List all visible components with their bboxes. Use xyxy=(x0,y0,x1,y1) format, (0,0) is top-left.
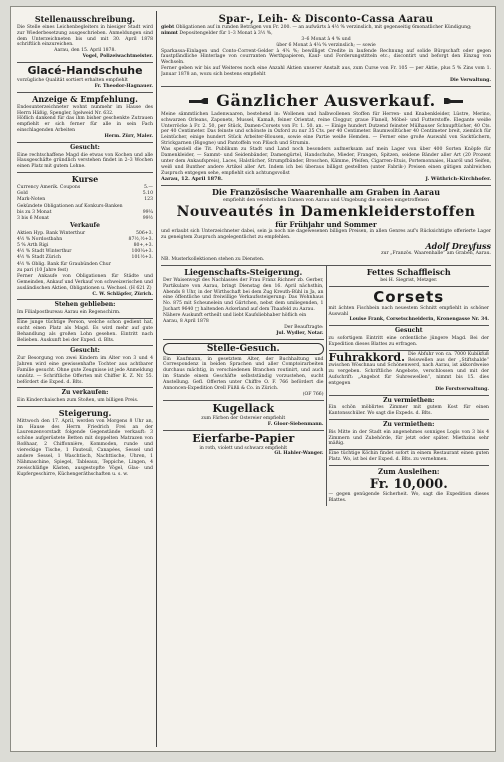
ad-body: Eine tüchtige Köchin findet sofort in einem Restaurant einen guten Platz. Wo, ist bei der Exped. d. Blts. zu vernehmen. xyxy=(328,451,489,463)
ad-corsets xyxy=(329,287,490,327)
kurse-label: Gold xyxy=(17,191,28,197)
ad-season: für Frühjahr und Sommer xyxy=(275,219,377,229)
ad-title: Liegenschafts-Steigerung. xyxy=(184,266,303,277)
ad-body: Eine junge tüchtige Person, welche schon gedient hat, sucht einen Platz als Magd. Es wird mehr auf gute Behandlung als großen Lohn gesehen. Eintritt nach Belieben. Auskunft bei der Exped. d. Blts. xyxy=(17,319,153,343)
fuhr-body-wrap xyxy=(329,352,490,387)
ad-signature-label: Der Beauftragte: xyxy=(284,324,324,330)
ad-title: Stelle-Gesuch. xyxy=(163,343,324,355)
ad-zum-ausleihen xyxy=(329,466,490,505)
kurse-label: Gekündete Obligationen auf Konkurs-Banken xyxy=(17,203,123,209)
ad-body: Meine sämmtlichen Ladenwaaren, bestehend in: Wollenen und halbwollenen Stoffen für Herren- und Knabenkleider, Lüstre, Merino, schwarzen Orleans, Zaponets, Mussel, Kamaß, feiner Orientat, reine Cloggur, graue Flanell, Möbel- und Futterstoffe. Elegante weiße Unterröcke à Fr. 2. 50, per Stück, Damen-Corsets von Fr. 1. 50. an. — Einige hundert Dutzend feinster Mülhauser Schnupftücher, 40 Cts. per 40 Centimeter. Das feinste und schönste in Oxford zu nur 35 Cts. per 40 Centimeter. Baumwolltücher 40 Centimeter breit, ziemlich für Leintücher, einige hundert Stück Arbeiter-Blousen, sowie eine Partie weiße Hemden. — Ferner eine große Auswahl von Sacktüchern, Strickgarnen (Bigogne) und Pantoffeln von Plüsch und Strumin. xyxy=(161,111,491,147)
kurse-subtitle: Verkaufe xyxy=(70,222,100,230)
right-area xyxy=(161,13,491,747)
ad-signature: Fr. Theodor-Hagnauer. xyxy=(94,84,153,90)
ad-signature: Louise Frank, Corsetschneiderin, Kronengasse Nr. 34. xyxy=(349,317,489,323)
ad-body-2: Höflich dankend für das ihm bisher geschenkte Zutrauen empfiehlt er sich ferner für alle in sein Fach einschlagenden Arbeiten xyxy=(17,116,153,134)
ad-body: Zur Besorgung von zwei Kindern im Alter von 3 und 4 Jahren wird eine gewissenhafte Tochter aus achtbarer Familie gesucht. Ohne gute Zeugnisse ist jede Anmeldung unnütz. — Schriftliche Offerten mit Chiffer K. Z. Nr. 55. befördert die Exped. d. Blts. xyxy=(17,356,153,385)
ad-body: vorzügliche Qualität sortiert erhalten empfiehlt xyxy=(17,78,128,84)
kurse-value: 101½+3. xyxy=(131,255,153,261)
ad-signature: Die Forstverwaltung. xyxy=(435,386,489,392)
ad-gesucht-magd xyxy=(17,143,153,173)
spar-nimmt: nimmt xyxy=(161,30,178,36)
kurse-label: 5 % Arth Rigi xyxy=(17,243,49,249)
ausverkauf-heading xyxy=(161,91,491,110)
ad-headline: Nouveautés in Damenkleiderstoffen xyxy=(176,203,476,220)
kurse-value: 506+3. xyxy=(135,230,153,236)
ad-body-2: Was speziell die Tit. Publikum zu Stadt und Land noch besonders aufmerksam auf mein Lager von über 400 Sorten Knöpfe für Damenkleider, — Sammt- und Seidenbänder, Damengürtel, Handschuhe, Mieder, Frangen, Spitzen, seidene Bänder aller Art (20 Prozent unter dem Ankaufspreis), Laces, Halstücher, Strumpfbänder, Broschen, Kämme, Pfeifen, Cigarren-Etuis, Portemonnaies, Haaröl und Seifen, weiß und Bunther andere Artikel aller Art. Indem ich bei überaus billigst gestellten (unter Fabrik-) Preisen einen gütigen zahlreichen Zuspruch entgegen sehe, empfiehlt sich achtungsvollst xyxy=(161,147,491,176)
kurse-label: 4½ % Stadt Winterthur xyxy=(17,249,72,255)
ad-title: Gesucht: xyxy=(70,347,100,355)
ad-signature: Gl. Hahler-Wanger. xyxy=(274,451,324,457)
kurse-value: 99½ xyxy=(142,215,153,221)
ad-signature: Vogel, Polizeiwachtmeister. xyxy=(82,54,153,60)
ad-title: Corsets xyxy=(373,287,445,306)
ad-zu-verkaufen xyxy=(17,388,153,406)
ad-body: Mittwoch den 17. April, werden von Morgens 8 Uhr an, im Hause des Herrn Friedrich Frei an der Laurenzenvorstadt folgende Gegenstände verkauft: 3 schöne aufgerüstete Betten mit doppelten Matrazen von Roßhaar, 2 Chiffonnière, Kommoden, runde und viereckige Tische, 1 Fauteuil, Canapées, Sessel und andere Sessel, 1 Waschtisch, Nachttische, Uhren, 1 Nähmaschine, Spiegel, Tableaux, Teppiche, Lingen, 4 zweischläfige Kästen, ausgestopfte Vögel, Glas- und Kupfergeschirre, Küchengeräthschaften u. s. w. xyxy=(17,418,153,477)
ad-title: Fuhrakkord. xyxy=(328,350,405,364)
ad-body-2: Nähere Auskunft ertheilt und liebt Kaufsliebhaber höflich ein xyxy=(163,313,307,319)
newspaper-page xyxy=(10,6,496,752)
ad-body: und erlaubt sich Unterzeichneter dabei, sein ja noch nie dagewesenen billigen Preisen, in allen Genres auf's Rücksichtigte offerierte Lager zu geneigtem Zuspruch angelegentlichst zu empfehlen. xyxy=(161,229,491,241)
kurse-label: Currency Amerik. Coupons xyxy=(17,184,81,190)
ad-signature-2: zur „Französ. Waarenhalle“ am Graben, Aarau. xyxy=(381,251,491,257)
ad-stelle-gesuch xyxy=(163,340,324,401)
ad-title: Gesucht: xyxy=(70,143,100,151)
ad-amount: Fr. 10,000. xyxy=(369,476,448,492)
ad-body: — gegen genügende Sicherheit. Wo, sagt die Expedition dieses Blattes. xyxy=(328,491,489,503)
ad-kugellack xyxy=(163,401,324,431)
ad-ref: (OF 766) xyxy=(302,391,324,397)
ad-signature: F. Gloor-Siebenmann. xyxy=(267,421,324,427)
ad-zu-vermiethen-1 xyxy=(329,396,490,420)
ad-body: Ferner Ankaufe von Obligationen für Städte und Gemeinden, Ankauf und Verkauf von schweizerischen und ausländischen Aktien, Obligationen u. Wechsel. (H 621 Z) xyxy=(17,273,153,291)
ad-signature: J. Wüthrich-Kirchhofer. xyxy=(425,176,491,183)
ad-fettes-schaffleisch xyxy=(329,266,490,287)
kurse-value: 80+,+3. xyxy=(133,243,153,249)
ad-liegenschafts-steigerung xyxy=(163,266,324,340)
ad-body: Eine rechtschaffene Magd die etwas von Kochen und alle Hausgeschäfte gründlich verstehen findet in 2–3 Wochen einen Platz mit gutem Lohne. xyxy=(17,152,153,170)
ad-title: Gänzlicher Ausverkauf. xyxy=(216,90,436,110)
ad-body: Bis Mitte in der Stadt ein angenehmes sonniges Logis von 3 bis 4 Zimmern und Zubehörde, für jetzt oder später. Miethzins sehr mäßig. xyxy=(328,429,489,447)
ad-title: Zu vermiethen: xyxy=(383,421,435,429)
ad-steigerung xyxy=(17,407,153,480)
ad-title: Die Französische Waarenhalle am Graben in Aarau xyxy=(211,187,441,198)
ad-body: Die Stelle eines Leichenbegleiters in hiesiger Stadt wird zur Wiederbesetzung ausgeschrieben. Anmeldungen sind dem Unterzeichneten bis und mit 30. April 1878 schriftlich einzureichen. xyxy=(17,24,153,48)
kurse-table-2 xyxy=(17,231,153,274)
kurse-label: 4½ % Nordostbahn xyxy=(17,236,63,242)
kurse-value: 5.10 xyxy=(142,191,153,197)
ad-title: Zu vermiethen: xyxy=(383,396,435,404)
ad-note: NB. Musterkollektionen stehen zu Diensten. xyxy=(161,257,265,263)
ad-body: Ein Kaufmann, in gesetztem Alter, der Buchhaltung und Correspondenz in beiden Sprachen und aller Comptoirarbeiten durchaus mächtig, in verschiedenen Branchen routinirt, und auch im Stande einem Geschäfte selbstständig vorzustehen, sucht Anstellung. Gefl. Offerten unter Chiffre O. F. 766 befördert die Annoncen-Expedition Orell Füßli & Co. in Zürich. xyxy=(163,356,324,391)
kurse-label: bis zu 3 Monat xyxy=(17,209,52,215)
ad-title: Zu verkaufen: xyxy=(61,389,109,397)
ad-body: in roth, violett und schwarz empfiehlt xyxy=(199,445,288,451)
spar-line-2: Depositengelder für 1–3 Monat à 3½ %, xyxy=(179,30,273,36)
ad-signature: Die Verwaltung. xyxy=(449,77,491,83)
ad-title: Kugellack xyxy=(212,401,275,415)
ad-title: Steigerung. xyxy=(58,407,112,418)
spar-line-3: 3–6 Monat à 4 % und xyxy=(301,36,351,42)
ad-gesucht-tochter xyxy=(17,346,153,388)
ad-franzoesische-waarenhalle xyxy=(161,186,491,266)
ad-title: Glacé-Handschuhe xyxy=(27,64,143,78)
ad-ausverkauf xyxy=(161,87,491,186)
ad-body: mit ächten Fischbein nach neuestem Schnitt empfiehlt in schöner Auswahl xyxy=(328,305,489,317)
ad-signature: C. W. Schläpfer, Zürich. xyxy=(92,291,153,297)
kurse-table xyxy=(17,185,153,222)
ad-title: Stehen geblieben: xyxy=(54,301,116,309)
ad-spar-cassa xyxy=(161,13,491,87)
kurse-label: 4½ % Stadt Zürich xyxy=(17,255,61,261)
ad-title: Kurse xyxy=(71,174,99,185)
kurse-value: 87½,½+3. xyxy=(128,236,153,242)
spar-line-4: über 6 Monat à 4¼ % verzinslich; — sowie xyxy=(276,42,376,48)
ad-place: Aarau, 12. April 1878. xyxy=(161,176,223,183)
ad-body: zu sofortigem Eintritt eine ordentliche jüngere Magd. Bei der Expedition dieses Blattes zu erfragen. xyxy=(328,335,489,347)
ad-gesucht-magd-2 xyxy=(329,326,490,350)
ad-body: Ein schön möblirtes Zimmer mit gutem Kost für einen Kantonsschüler. Wo sagt die Expeds. d. Blts. xyxy=(328,405,489,417)
ad-signature: Jul. Wydler, Notar. xyxy=(276,330,324,336)
kurse-label: Mark-Noten xyxy=(17,197,46,203)
pointing-hand-icon xyxy=(442,97,464,105)
ad-body: Endesunterzeichneter wohnt nunmehr im Hause des Herrn Häßig, Spengler, Igelweid Nr. 632. xyxy=(17,104,153,116)
ad-title: Fettes Schaffleisch xyxy=(366,266,451,277)
ad-body: zum Färben der Ostereier empfiehlt xyxy=(201,415,286,421)
ad-title: Zum Ausleihen: xyxy=(378,467,440,477)
ad-kurse xyxy=(17,173,153,300)
ad-body: bei H. Siegrist, Metzger. xyxy=(380,277,438,283)
ad-title: Spar-, Leih- & Disconto-Cassa Aarau xyxy=(218,14,434,25)
ad-body: Im Filialpostbureau Aarau ein Regenschirm. xyxy=(17,310,121,316)
kurse-label: 4½ % Oblig. Bank für Graubünden Chur xyxy=(17,261,111,267)
ad-glace xyxy=(17,63,153,93)
kurse-value: 100¼+3. xyxy=(131,249,153,255)
ad-junge-person xyxy=(17,319,153,347)
ad-fuhrakkord xyxy=(329,351,490,396)
ad-date: Aarau, 8 April 1878 xyxy=(163,318,209,324)
kurse-value: 123 xyxy=(144,197,153,203)
ad-body: Der Waisenvogt des Nachlasses der Frau Franz Richner zb. Gerber, Partikulare von Aarau, bringt Dienstag den 16. April nächsthin, Abends 8 Uhr, in der Wirthschaft bei dem Zug Kreuth-Bühl in Ja, an eine öffentliche und freiwillige Verkaufssteigerung: Das Wohnhaus No. 875 mit Scheunelein und Gärtchen, nebst dem umliegenden, 1 Juchart 9640 □ haltenden Ackerland auf dem Thaafeld zu Aarau. xyxy=(163,277,324,313)
ad-body: Die Abfuhr von ca. 7000 Kubikfuß Reiswellen aus der „Stiftshalde“ zwischen Wöschnau und Schönenwerd, nach Aarau, ist akkordweise zu vergeben. Schriftliche Angebote, verschlossen und mit der Aufschrift: „Angebot für Suhreswellen“, nimmt bis 15. dies entgegen xyxy=(328,351,489,386)
ad-signature: Herm. Zürr, Maler. xyxy=(104,134,153,140)
ad-koechin xyxy=(329,450,490,466)
right-subcolumn-a xyxy=(161,266,326,506)
right-subcolumn-b xyxy=(326,266,492,506)
ad-stellenausschreibung xyxy=(17,13,153,63)
kurse-label: zu pari (10 Jahre fest) xyxy=(17,267,69,273)
kurse-label: 3 bis 6 Monat xyxy=(17,215,50,221)
ad-date: Aarau, den 15. April 1878. xyxy=(54,48,116,54)
spar-line-1: Obligationen auf in runden Beträgen von Fr. 200. — an aufwärts à 4½ % verzinslich, mit gegenseitig 6monatlicher Kündigung; xyxy=(175,25,472,30)
ausverkauf-footer xyxy=(161,176,491,183)
ad-subtitle: empfiehlt den verehrlichen Damen von Aarau und Umgebung die soeben eingetroffenen xyxy=(223,197,429,203)
spar-line-6: Ferner geben wir bis auf Weiteres noch eine Anzahl Aktien unserer Anstalt aus, zum Curse von Fr. 105 — per Aktie, plus 5 % Zins vom 1. Januar 1878 an, wozu sich bestens empfiehlt xyxy=(161,66,491,77)
spar-giebt: giebt xyxy=(161,25,175,30)
ad-body: Ein Kinderchaischen zum Stoßen, um billigen Preis. xyxy=(17,398,139,404)
ad-stehen-geblieben xyxy=(17,300,153,318)
ad-title: Anzeige & Empfehlung. xyxy=(32,93,138,104)
ad-title: Eierfarbe-Papier xyxy=(192,431,295,445)
kurse-label: Aktien Hyp. Bank Winterthur xyxy=(17,230,86,236)
two-column-section xyxy=(161,266,491,506)
ad-anzeige xyxy=(17,93,153,143)
left-column xyxy=(17,13,153,747)
ad-signature: Adolf Dreyfuss xyxy=(425,241,491,252)
kurse-value: 99¼ xyxy=(142,209,153,215)
column-divider xyxy=(156,11,157,747)
ad-zu-vermiethen-2 xyxy=(329,420,490,450)
ad-title: Gesucht xyxy=(395,327,423,335)
spar-line-5: Sparkassa-Einlagen und Conto-Corrent-Gelder à 4¼ %; bewilliget Credite in laufende Rechnung auf solide Bürgschaft oder gegen faustpfändliche Hinterlage von courranten Werthpapieren, Kauf- und Forderungstitteln etc.; discontirt und beforgt den Einzug von Wechseln. xyxy=(161,48,491,66)
pointing-hand-icon xyxy=(188,97,210,105)
kurse-value: 5.— xyxy=(144,184,153,190)
ad-title: Stellenausschreibung. xyxy=(34,14,136,24)
ad-eierfarbe xyxy=(163,431,324,460)
